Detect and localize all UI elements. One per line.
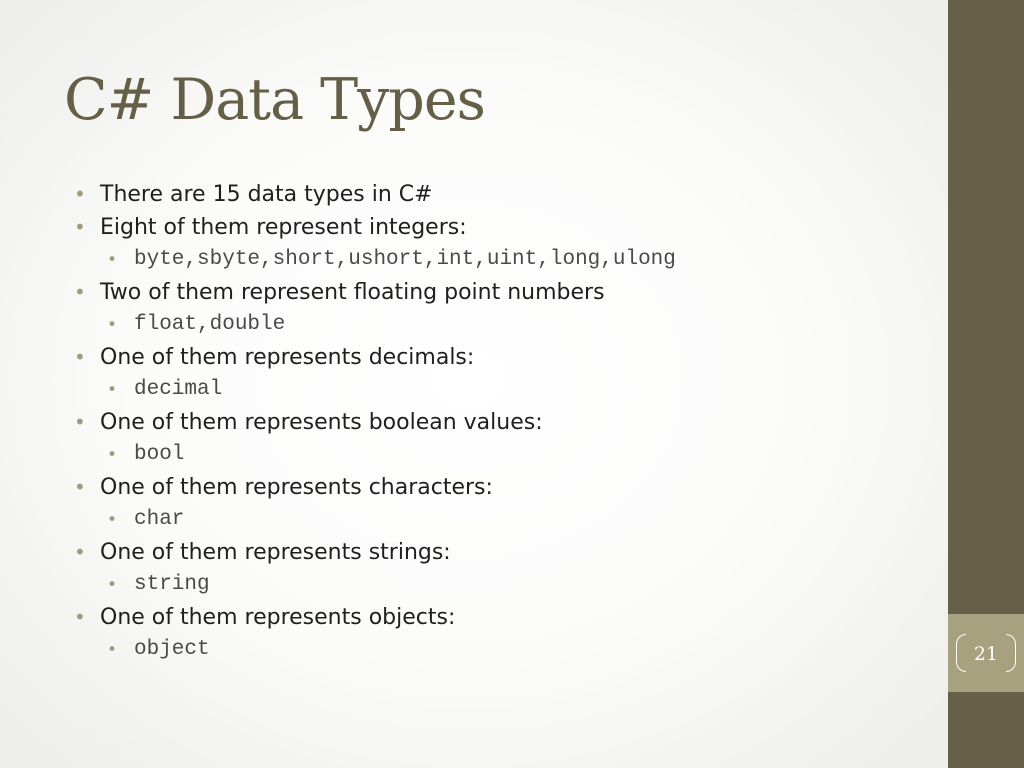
sub-bullet-item: • byte,sbyte,short,ushort,int,uint,long,ulong [74,244,934,276]
bullet-item: • Eight of them represent integers: [74,211,934,244]
bullet-item: • One of them represents boolean values: [74,406,934,439]
sub-bullet-item: • bool [74,439,934,471]
right-brace-icon [1006,634,1016,672]
bullet-item: • One of them represents decimals: [74,341,934,374]
bullet-item: • One of them represents strings: [74,536,934,569]
page-number-badge [948,614,1024,692]
sub-bullet-item: • decimal [74,374,934,406]
bullet-item: • One of them represents characters: [74,471,934,504]
bullet-list [74,178,934,666]
page-number: 21 [973,643,999,665]
sub-bullet-item: • string [74,569,934,601]
sub-bullet-item: • object [74,634,934,666]
sub-bullet-item: • char [74,504,934,536]
sub-bullet-item: • float,double [74,309,934,341]
bullet-item: • Two of them represent floating point numbers [74,276,934,309]
bullet-item: • There are 15 data types in C# [74,178,934,211]
bullet-item: • One of them represents objects: [74,601,934,634]
slide-title: C# Data Types [64,67,485,133]
